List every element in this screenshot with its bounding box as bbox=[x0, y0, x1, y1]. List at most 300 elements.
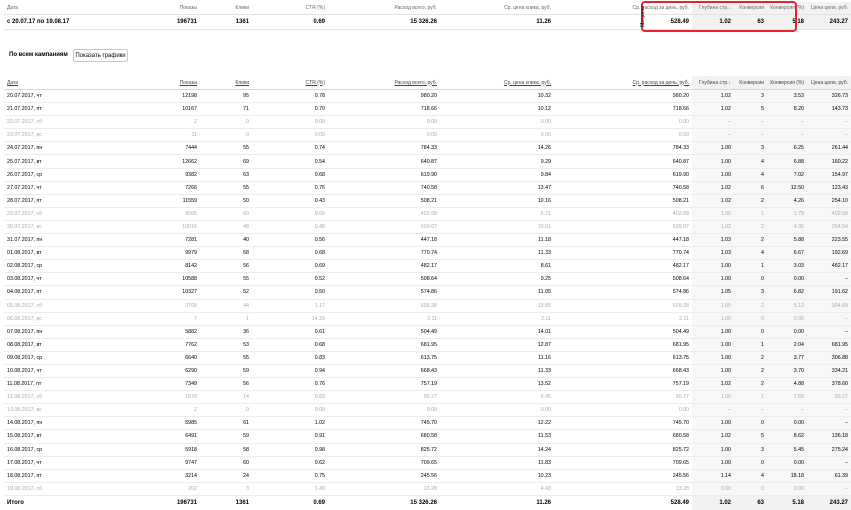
sort-spend-header[interactable]: Расход всего, руб. bbox=[328, 76, 440, 90]
cell-shows: 7281 bbox=[152, 234, 200, 247]
cell-clicks: 95 bbox=[200, 90, 252, 103]
summary-ctr: 0.69 bbox=[252, 15, 328, 30]
table-row bbox=[4, 417, 851, 430]
cell-clicks: 0 bbox=[200, 404, 252, 417]
cell-clicks: 0 bbox=[200, 129, 252, 142]
cell-depth: 1.02 bbox=[692, 90, 734, 103]
cell-spend: 718.66 bbox=[328, 103, 440, 116]
cell-cpc: 10.12 bbox=[440, 103, 554, 116]
cell-spend: 402.68 bbox=[328, 207, 440, 220]
cell-goal: 191.62 bbox=[807, 286, 851, 299]
cell-convp: 1.79 bbox=[767, 207, 807, 220]
cell-ctr: 0.66 bbox=[252, 207, 328, 220]
cell-goal: – bbox=[807, 404, 851, 417]
cell-cpc: 14.01 bbox=[440, 325, 554, 338]
cell-conv: 0 bbox=[734, 273, 767, 286]
cell-depth: 1.03 bbox=[692, 247, 734, 260]
metrika-highlight-box bbox=[641, 1, 797, 32]
cell-spend: 681.95 bbox=[328, 338, 440, 351]
cell-depth: 1.05 bbox=[692, 299, 734, 312]
total-spend: 15 326.26 bbox=[328, 495, 440, 510]
cell-day: 245.56 bbox=[554, 469, 692, 482]
cell-clicks: 56 bbox=[200, 378, 252, 391]
cell-day: 402.68 bbox=[554, 207, 692, 220]
cell-spend: 740.58 bbox=[328, 181, 440, 194]
cell-cpc: 9.29 bbox=[440, 155, 554, 168]
cell-cpc: 13.52 bbox=[440, 378, 554, 391]
cell-goal: – bbox=[807, 417, 851, 430]
cell-cpc: 14.26 bbox=[440, 142, 554, 155]
cell-date: 27.07.2017, чт bbox=[4, 181, 152, 194]
cell-conv: – bbox=[734, 116, 767, 129]
cell-goal: 154.97 bbox=[807, 168, 851, 181]
cell-ctr: 0.83 bbox=[252, 351, 328, 364]
cell-ctr: 0.54 bbox=[252, 155, 328, 168]
sort-conv-header[interactable]: Конверсии bbox=[734, 76, 767, 90]
cell-conv: 4 bbox=[734, 155, 767, 168]
cell-day: 0.00 bbox=[554, 116, 692, 129]
cell-goal: 160.22 bbox=[807, 155, 851, 168]
cell-spend: 13.28 bbox=[328, 482, 440, 495]
cell-convp: 5.13 bbox=[767, 299, 807, 312]
sort-shows-header[interactable]: Показы bbox=[152, 76, 200, 90]
sort-clicks-header[interactable]: Клики bbox=[200, 76, 252, 90]
cell-goal: 136.18 bbox=[807, 430, 851, 443]
cell-date: 10.08.2017, чт bbox=[4, 364, 152, 377]
cell-shows: 6491 bbox=[152, 430, 200, 443]
cell-conv: 2 bbox=[734, 378, 767, 391]
cell-goal: 326.73 bbox=[807, 90, 851, 103]
cell-conv: 4 bbox=[734, 168, 767, 181]
cell-ctr: 0.76 bbox=[252, 181, 328, 194]
table-row bbox=[4, 286, 851, 299]
cell-date: 03.08.2017, чт bbox=[4, 273, 152, 286]
cell-depth: 1.03 bbox=[692, 234, 734, 247]
cell-cpc: 10.16 bbox=[440, 194, 554, 207]
cell-ctr: 0.56 bbox=[252, 234, 328, 247]
cell-ctr: 0.00 bbox=[252, 129, 328, 142]
cell-day: 825.72 bbox=[554, 443, 692, 456]
cell-day: 508.21 bbox=[554, 194, 692, 207]
cell-spend: 0.00 bbox=[328, 404, 440, 417]
cell-cpc: 11.05 bbox=[440, 286, 554, 299]
cell-depth: – bbox=[692, 116, 734, 129]
cell-cpc: 0.00 bbox=[440, 129, 554, 142]
cell-conv: 4 bbox=[734, 247, 767, 260]
cell-cpc: 10.61 bbox=[440, 220, 554, 233]
cell-day: 668.43 bbox=[554, 364, 692, 377]
cell-conv: 2 bbox=[734, 234, 767, 247]
cell-ctr: 0.68 bbox=[252, 338, 328, 351]
cell-conv: 3 bbox=[734, 443, 767, 456]
cell-clicks: 44 bbox=[200, 299, 252, 312]
cell-date: 25.07.2017, вт bbox=[4, 155, 152, 168]
cell-depth: 1.00 bbox=[692, 168, 734, 181]
cell-clicks: 60 bbox=[200, 207, 252, 220]
cell-spend: 757.19 bbox=[328, 378, 440, 391]
summary-cpc: 11.26 bbox=[440, 15, 554, 30]
table-row bbox=[4, 129, 851, 142]
table-row bbox=[4, 325, 851, 338]
cell-shows: 10016 bbox=[152, 220, 200, 233]
cell-convp: 0.00 bbox=[767, 325, 807, 338]
summary-goal: 243.27 bbox=[807, 15, 851, 30]
cell-goal: 402.68 bbox=[807, 207, 851, 220]
cell-convp: 8.62 bbox=[767, 430, 807, 443]
cell-cpc: 9.84 bbox=[440, 168, 554, 181]
cell-spend: 784.33 bbox=[328, 142, 440, 155]
cell-clicks: 59 bbox=[200, 430, 252, 443]
cell-clicks: 68 bbox=[200, 247, 252, 260]
cell-conv: 6 bbox=[734, 181, 767, 194]
cell-date: 24.07.2017, пн bbox=[4, 142, 152, 155]
cell-spend: 613.75 bbox=[328, 351, 440, 364]
cell-goal: – bbox=[807, 116, 851, 129]
cell-depth: – bbox=[692, 404, 734, 417]
cell-depth: 1.02 bbox=[692, 181, 734, 194]
cell-spend: 509.07 bbox=[328, 220, 440, 233]
cell-ctr: 0.50 bbox=[252, 286, 328, 299]
cell-clicks: 69 bbox=[200, 155, 252, 168]
cell-date: 22.07.2017, сб bbox=[4, 116, 152, 129]
cell-shows: 12198 bbox=[152, 90, 200, 103]
table-row bbox=[4, 378, 851, 391]
cell-date: 29.07.2017, сб bbox=[4, 207, 152, 220]
cell-convp: 0.00 bbox=[767, 312, 807, 325]
cell-day: 619.90 bbox=[554, 168, 692, 181]
cell-convp: 12.50 bbox=[767, 181, 807, 194]
cell-day: 757.19 bbox=[554, 378, 692, 391]
cell-cpc: 12.22 bbox=[440, 417, 554, 430]
cell-convp: 8.20 bbox=[767, 103, 807, 116]
cell-day: 574.86 bbox=[554, 286, 692, 299]
cell-shows: 5918 bbox=[152, 443, 200, 456]
cell-clicks: 24 bbox=[200, 469, 252, 482]
table-row bbox=[4, 90, 851, 103]
table-row bbox=[4, 391, 851, 404]
cell-shows: 202 bbox=[152, 482, 200, 495]
cell-conv: 0 bbox=[734, 482, 767, 495]
cell-conv: 0 bbox=[734, 325, 767, 338]
cell-day: 13.28 bbox=[554, 482, 692, 495]
cell-cpc: 11.33 bbox=[440, 364, 554, 377]
cell-shows: 7266 bbox=[152, 181, 200, 194]
cell-depth: 1.00 bbox=[692, 417, 734, 430]
cell-depth: 1.00 bbox=[692, 207, 734, 220]
cell-depth: 1.00 bbox=[692, 260, 734, 273]
table-header-row bbox=[4, 76, 851, 90]
total-depth: 1.02 bbox=[692, 495, 734, 510]
sort-date-header[interactable]: Дата bbox=[4, 76, 152, 90]
cell-cpc: 2.11 bbox=[440, 312, 554, 325]
cell-depth: 0.00 bbox=[692, 482, 734, 495]
summary-date: с 20.07.17 по 19.08.17 bbox=[4, 15, 152, 30]
cell-convp: 0.00 bbox=[767, 482, 807, 495]
cell-depth: 1.00 bbox=[692, 351, 734, 364]
table-row bbox=[4, 299, 851, 312]
summary-header-ctr: CTR (%) bbox=[305, 5, 325, 11]
cell-cpc: 10.23 bbox=[440, 469, 554, 482]
total-conv: 63 bbox=[734, 495, 767, 510]
cell-day: 681.95 bbox=[554, 338, 692, 351]
cell-clicks: 52 bbox=[200, 286, 252, 299]
cell-conv: 2 bbox=[734, 351, 767, 364]
cell-day: 784.33 bbox=[554, 142, 692, 155]
sort-depth-header[interactable]: Глубина стр.↓ bbox=[692, 76, 734, 90]
cell-shows: 7 bbox=[152, 312, 200, 325]
cell-convp: 7.02 bbox=[767, 168, 807, 181]
cell-date: 05.08.2017, сб bbox=[4, 299, 152, 312]
cell-goal: 482.17 bbox=[807, 260, 851, 273]
cell-day: 680.58 bbox=[554, 430, 692, 443]
cell-ctr: 0.62 bbox=[252, 456, 328, 469]
cell-convp: 6.25 bbox=[767, 142, 807, 155]
cell-day: 718.66 bbox=[554, 103, 692, 116]
cell-goal: 681.95 bbox=[807, 338, 851, 351]
table-row bbox=[4, 247, 851, 260]
cell-conv: 2 bbox=[734, 299, 767, 312]
cell-date: 14.08.2017, пн bbox=[4, 417, 152, 430]
cell-convp: 2.04 bbox=[767, 338, 807, 351]
cell-cpc: 13.47 bbox=[440, 181, 554, 194]
cell-conv: 4 bbox=[734, 469, 767, 482]
cell-goal: 61.39 bbox=[807, 469, 851, 482]
cell-clicks: 40 bbox=[200, 234, 252, 247]
cell-goal: – bbox=[807, 482, 851, 495]
table-row bbox=[4, 234, 851, 247]
cell-conv: 2 bbox=[734, 220, 767, 233]
cell-shows: 5985 bbox=[152, 417, 200, 430]
cell-depth: 1.00 bbox=[692, 391, 734, 404]
table-row bbox=[4, 168, 851, 181]
cell-ctr: 0.52 bbox=[252, 273, 328, 286]
cell-spend: 668.43 bbox=[328, 364, 440, 377]
cell-conv: 1 bbox=[734, 391, 767, 404]
table-row bbox=[4, 482, 851, 495]
cell-spend: 504.49 bbox=[328, 325, 440, 338]
cell-clicks: 55 bbox=[200, 142, 252, 155]
cell-day: 640.87 bbox=[554, 155, 692, 168]
cell-shows: 7762 bbox=[152, 338, 200, 351]
table-row bbox=[4, 116, 851, 129]
total-ctr: 0.69 bbox=[252, 495, 328, 510]
cell-cpc: 11.16 bbox=[440, 351, 554, 364]
cell-conv: – bbox=[734, 129, 767, 142]
table-row bbox=[4, 207, 851, 220]
cell-shows: 8142 bbox=[152, 260, 200, 273]
cell-date: 06.08.2017, вс bbox=[4, 312, 152, 325]
cell-goal: 254.10 bbox=[807, 194, 851, 207]
cell-cpc: 9.25 bbox=[440, 273, 554, 286]
sort-day-header[interactable]: Ср. расход за день, руб. bbox=[554, 76, 692, 90]
cell-goal: 90.27 bbox=[807, 391, 851, 404]
cell-date: 16.08.2017, ср bbox=[4, 443, 152, 456]
cell-day: 482.17 bbox=[554, 260, 692, 273]
cell-clicks: 3 bbox=[200, 482, 252, 495]
table-row bbox=[4, 142, 851, 155]
cell-ctr: 0.61 bbox=[252, 325, 328, 338]
summary-depth: 1.02 bbox=[692, 15, 734, 30]
cell-cpc: 8.61 bbox=[440, 260, 554, 273]
cell-shows: 2 bbox=[152, 116, 200, 129]
cell-date: 02.08.2017, ср bbox=[4, 260, 152, 273]
cell-day: 509.07 bbox=[554, 220, 692, 233]
table-row bbox=[4, 469, 851, 482]
sort-ctr-header[interactable]: CTR (%) bbox=[252, 76, 328, 90]
cell-shows: 3768 bbox=[152, 299, 200, 312]
cell-clicks: 1 bbox=[200, 312, 252, 325]
cell-day: 745.70 bbox=[554, 417, 692, 430]
cell-depth: 1.02 bbox=[692, 194, 734, 207]
cell-goal: – bbox=[807, 325, 851, 338]
cell-cpc: 0.00 bbox=[440, 404, 554, 417]
cell-conv: 0 bbox=[734, 417, 767, 430]
cell-clicks: 61 bbox=[200, 417, 252, 430]
cell-shows: 7349 bbox=[152, 378, 200, 391]
cell-ctr: 0.75 bbox=[252, 469, 328, 482]
cell-clicks: 58 bbox=[200, 443, 252, 456]
cell-ctr: 0.78 bbox=[252, 90, 328, 103]
cell-goal: 304.69 bbox=[807, 299, 851, 312]
cell-shows: 3214 bbox=[152, 469, 200, 482]
cell-conv: 2 bbox=[734, 194, 767, 207]
total-row bbox=[4, 495, 851, 510]
cell-clicks: 50 bbox=[200, 194, 252, 207]
sort-convp-header[interactable]: Конверсия (%) bbox=[767, 76, 807, 90]
cell-convp: 5.45 bbox=[767, 443, 807, 456]
cell-depth: 1.00 bbox=[692, 325, 734, 338]
cell-spend: 482.17 bbox=[328, 260, 440, 273]
cell-day: 980.20 bbox=[554, 90, 692, 103]
table-row bbox=[4, 456, 851, 469]
cell-day: 0.00 bbox=[554, 404, 692, 417]
cell-spend: 745.70 bbox=[328, 417, 440, 430]
sort-cpc-header[interactable]: Ср. цена клика, руб. bbox=[440, 76, 554, 90]
cell-day: 740.58 bbox=[554, 181, 692, 194]
stats-table bbox=[4, 76, 851, 510]
metrika-label: Метрика bbox=[640, 6, 646, 27]
cell-conv: 1 bbox=[734, 207, 767, 220]
cell-conv: – bbox=[734, 404, 767, 417]
summary-shows: 196731 bbox=[152, 15, 200, 30]
cell-shows: 12662 bbox=[152, 155, 200, 168]
cell-shows: 7444 bbox=[152, 142, 200, 155]
cell-date: 11.08.2017, пт bbox=[4, 378, 152, 391]
cell-conv: 0 bbox=[734, 456, 767, 469]
total-convp: 5.18 bbox=[767, 495, 807, 510]
cell-goal: 192.69 bbox=[807, 247, 851, 260]
cell-goal: 143.73 bbox=[807, 103, 851, 116]
cell-shows: 11559 bbox=[152, 194, 200, 207]
cell-shows: 6640 bbox=[152, 351, 200, 364]
cell-convp: 0.00 bbox=[767, 273, 807, 286]
table-row bbox=[4, 260, 851, 273]
cell-ctr: 0.83 bbox=[252, 391, 328, 404]
cell-conv: 1 bbox=[734, 260, 767, 273]
cell-clicks: 63 bbox=[200, 168, 252, 181]
total-goal: 243.27 bbox=[807, 495, 851, 510]
cell-spend: 709.65 bbox=[328, 456, 440, 469]
cell-ctr: 0.70 bbox=[252, 103, 328, 116]
cell-date: 04.08.2017, пт bbox=[4, 286, 152, 299]
cell-convp: 0.00 bbox=[767, 417, 807, 430]
cell-spend: 825.72 bbox=[328, 443, 440, 456]
cell-depth: 1.00 bbox=[692, 312, 734, 325]
cell-ctr: 0.00 bbox=[252, 116, 328, 129]
cell-date: 07.08.2017, пн bbox=[4, 325, 152, 338]
cell-spend: 609.38 bbox=[328, 299, 440, 312]
cell-shows: 6290 bbox=[152, 364, 200, 377]
cell-conv: 5 bbox=[734, 430, 767, 443]
cell-cpc: 12.87 bbox=[440, 338, 554, 351]
cell-clicks: 48 bbox=[200, 220, 252, 233]
cell-ctr: 14.29 bbox=[252, 312, 328, 325]
cell-convp: 0.00 bbox=[767, 456, 807, 469]
cell-shows: 2 bbox=[152, 404, 200, 417]
table-row bbox=[4, 181, 851, 194]
summary-header-spend: Расход всего, руб. bbox=[394, 5, 437, 11]
total-date: Итого bbox=[4, 495, 152, 510]
cell-conv: 5 bbox=[734, 103, 767, 116]
cell-convp: 6.82 bbox=[767, 286, 807, 299]
cell-date: 30.07.2017, вс bbox=[4, 220, 152, 233]
cell-goal: – bbox=[807, 312, 851, 325]
cell-depth: 1.02 bbox=[692, 103, 734, 116]
cell-conv: 1 bbox=[734, 338, 767, 351]
cell-date: 20.07.2017, чт bbox=[4, 90, 152, 103]
cell-spend: 0.00 bbox=[328, 129, 440, 142]
cell-day: 2.11 bbox=[554, 312, 692, 325]
summary-header-day: Ср. расход за день, руб. bbox=[632, 5, 689, 11]
cell-depth: 1.00 bbox=[692, 155, 734, 168]
summary-convp: 5.18 bbox=[767, 15, 807, 30]
summary-header-depth: Глубина стр.↓ bbox=[692, 2, 734, 15]
cell-shows: 1678 bbox=[152, 391, 200, 404]
sort-goal-header[interactable]: Цена цели, руб. bbox=[807, 76, 851, 90]
cell-ctr: 0.48 bbox=[252, 220, 328, 233]
cell-clicks: 36 bbox=[200, 325, 252, 338]
cell-convp: 3.03 bbox=[767, 260, 807, 273]
table-row bbox=[4, 443, 851, 456]
cell-goal: – bbox=[807, 456, 851, 469]
cell-convp: 3.53 bbox=[767, 90, 807, 103]
section-title: По всем кампаниям bbox=[9, 52, 68, 58]
cell-depth: 1.05 bbox=[692, 286, 734, 299]
cell-spend: 619.90 bbox=[328, 168, 440, 181]
cell-ctr: 1.49 bbox=[252, 482, 328, 495]
cell-ctr: 0.43 bbox=[252, 194, 328, 207]
cell-clicks: 55 bbox=[200, 181, 252, 194]
cell-convp: 6.88 bbox=[767, 155, 807, 168]
cell-goal: 223.55 bbox=[807, 234, 851, 247]
cell-convp: 4.35 bbox=[767, 220, 807, 233]
table-body bbox=[4, 90, 851, 496]
cell-day: 508.64 bbox=[554, 273, 692, 286]
cell-date: 23.07.2017, вс bbox=[4, 129, 152, 142]
cell-date: 18.08.2017, пт bbox=[4, 469, 152, 482]
summary-spend: 15 326.26 bbox=[328, 15, 440, 30]
show-charts-button[interactable]: Показать графики bbox=[73, 49, 128, 62]
summary-header-convp: Конверсия (%) bbox=[767, 2, 807, 15]
cell-spend: 0.00 bbox=[328, 116, 440, 129]
cell-day: 613.75 bbox=[554, 351, 692, 364]
cell-depth: 1.02 bbox=[692, 430, 734, 443]
cell-ctr: 1.17 bbox=[252, 299, 328, 312]
cell-ctr: 1.02 bbox=[252, 417, 328, 430]
cell-convp: 5.88 bbox=[767, 234, 807, 247]
table-row bbox=[4, 103, 851, 116]
cell-clicks: 0 bbox=[200, 116, 252, 129]
